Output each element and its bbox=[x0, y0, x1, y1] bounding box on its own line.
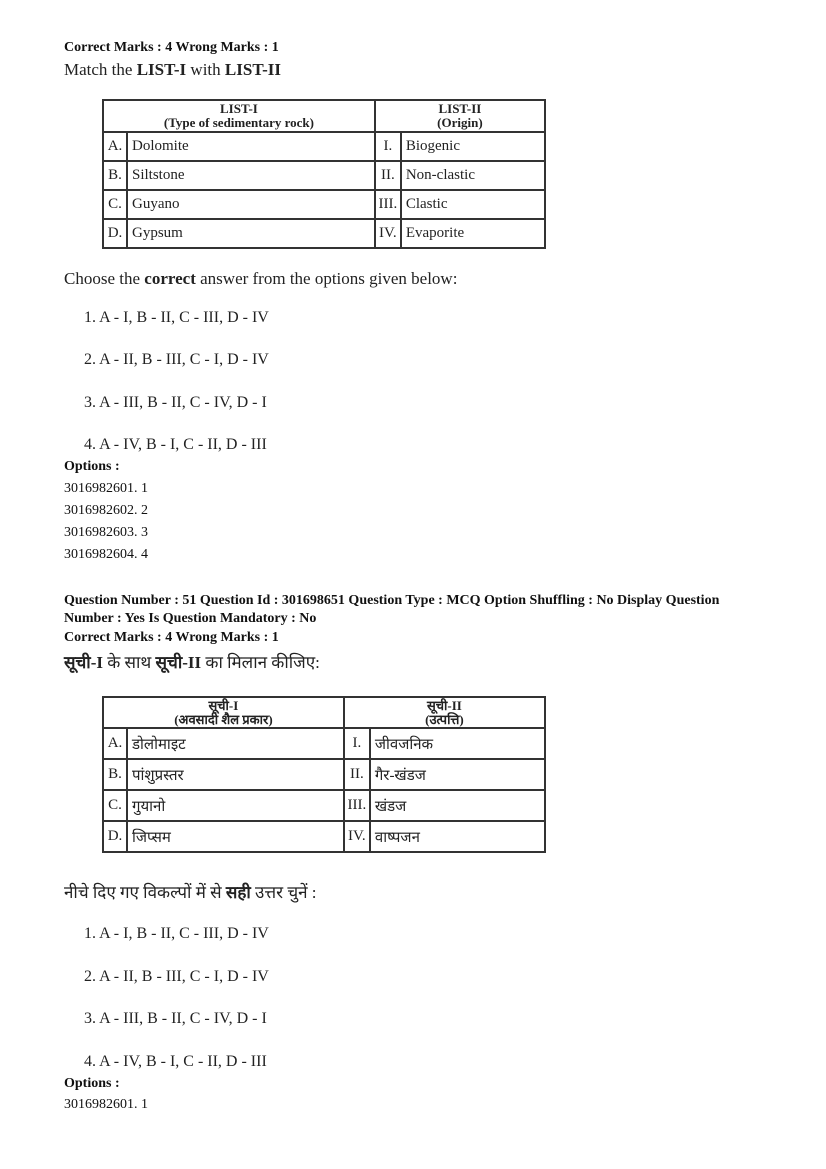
row-origin: Evaporite bbox=[401, 219, 545, 248]
q51-marks: Correct Marks : 4 Wrong Marks : 1 bbox=[64, 630, 279, 645]
row-origin: खंडज bbox=[370, 790, 545, 821]
q50-prompt bbox=[64, 60, 281, 80]
q51-options-label: Options : bbox=[64, 1076, 120, 1091]
row-value: डोलोमाइट bbox=[127, 728, 344, 759]
list1-header: सूची-I (अवसादी शैल प्रकार) bbox=[103, 697, 344, 728]
row-roman: III. bbox=[344, 790, 370, 821]
row-roman: I. bbox=[375, 132, 401, 161]
q50-prompt-mid: with bbox=[186, 60, 225, 79]
row-roman: IV. bbox=[375, 219, 401, 248]
row-origin: Non-clastic bbox=[401, 161, 545, 190]
q50-answer-4: 4. A - IV, B - I, C - II, D - III bbox=[84, 436, 267, 453]
row-value: गुयानो bbox=[127, 790, 344, 821]
row-value: Siltstone bbox=[127, 161, 375, 190]
table-row bbox=[103, 790, 545, 821]
row-key: D. bbox=[103, 821, 127, 852]
q50-prompt-list1: LIST-I bbox=[136, 60, 187, 79]
q50-option-2: 3016982602. 2 bbox=[64, 503, 148, 518]
row-key: B. bbox=[103, 759, 127, 790]
q51-option-1: 3016982601. 1 bbox=[64, 1097, 148, 1112]
q50-answer-1: 1. A - I, B - II, C - III, D - IV bbox=[84, 309, 269, 326]
table-header-row bbox=[103, 100, 545, 132]
row-roman: II. bbox=[375, 161, 401, 190]
q50-prompt-pre: Match the bbox=[64, 60, 137, 79]
q50-match-table bbox=[102, 99, 546, 249]
row-origin: Biogenic bbox=[401, 132, 545, 161]
q50-prompt-list2: LIST-II bbox=[224, 60, 281, 79]
list2-header: सूची-II (उत्पत्ति) bbox=[344, 697, 545, 728]
table-row bbox=[103, 821, 545, 852]
q51-choose-instruction: नीचे दिए गए विकल्पों में से सही उत्तर चुनें : bbox=[64, 883, 317, 902]
q51-header-line2: Number : Yes Is Question Mandatory : No bbox=[64, 611, 317, 626]
row-value: जिप्सम bbox=[127, 821, 344, 852]
table-row bbox=[103, 161, 545, 190]
q50-choose-instruction: Choose the correct answer from the options given below: bbox=[64, 269, 458, 288]
row-value: Dolomite bbox=[127, 132, 375, 161]
table-row bbox=[103, 728, 545, 759]
row-value: Gypsum bbox=[127, 219, 375, 248]
q50-answer-3: 3. A - III, B - II, C - IV, D - I bbox=[84, 394, 267, 411]
table-row bbox=[103, 190, 545, 219]
row-roman: I. bbox=[344, 728, 370, 759]
row-key: B. bbox=[103, 161, 127, 190]
q51-answer-4: 4. A - IV, B - I, C - II, D - III bbox=[84, 1053, 267, 1070]
row-roman: IV. bbox=[344, 821, 370, 852]
q50-option-3: 3016982603. 3 bbox=[64, 525, 148, 540]
table-header-row bbox=[103, 697, 545, 728]
q51-answer-1: 1. A - I, B - II, C - III, D - IV bbox=[84, 925, 269, 942]
q51-header-line1: Question Number : 51 Question Id : 301698651 Question Type : MCQ Option Shuffling : No Display Question bbox=[64, 593, 720, 608]
q50-answer-2: 2. A - II, B - III, C - I, D - IV bbox=[84, 351, 269, 368]
q51-answer-2: 2. A - II, B - III, C - I, D - IV bbox=[84, 968, 269, 985]
q50-options-label: Options : bbox=[64, 459, 120, 474]
row-origin: जीवजनिक bbox=[370, 728, 545, 759]
q50-option-4: 3016982604. 4 bbox=[64, 547, 148, 562]
q50-marks: Correct Marks : 4 Wrong Marks : 1 bbox=[64, 40, 279, 55]
q51-match-table bbox=[102, 696, 546, 853]
list2-header: LIST-II (Origin) bbox=[375, 100, 545, 132]
table-row bbox=[103, 219, 545, 248]
table-row bbox=[103, 132, 545, 161]
list1-header: LIST-I (Type of sedimentary rock) bbox=[103, 100, 375, 132]
q50-option-1: 3016982601. 1 bbox=[64, 481, 148, 496]
q51-answer-3: 3. A - III, B - II, C - IV, D - I bbox=[84, 1010, 267, 1027]
row-origin: Clastic bbox=[401, 190, 545, 219]
row-key: D. bbox=[103, 219, 127, 248]
row-value: पांशुप्रस्तर bbox=[127, 759, 344, 790]
row-roman: II. bbox=[344, 759, 370, 790]
row-key: A. bbox=[103, 132, 127, 161]
row-key: A. bbox=[103, 728, 127, 759]
row-key: C. bbox=[103, 190, 127, 219]
row-origin: वाष्पजन bbox=[370, 821, 545, 852]
row-value: Guyano bbox=[127, 190, 375, 219]
row-origin: गैर-खंडज bbox=[370, 759, 545, 790]
row-key: C. bbox=[103, 790, 127, 821]
row-roman: III. bbox=[375, 190, 401, 219]
q51-prompt: सूची-I के साथ सूची-II का मिलान कीजिए: bbox=[64, 653, 320, 672]
table-row bbox=[103, 759, 545, 790]
